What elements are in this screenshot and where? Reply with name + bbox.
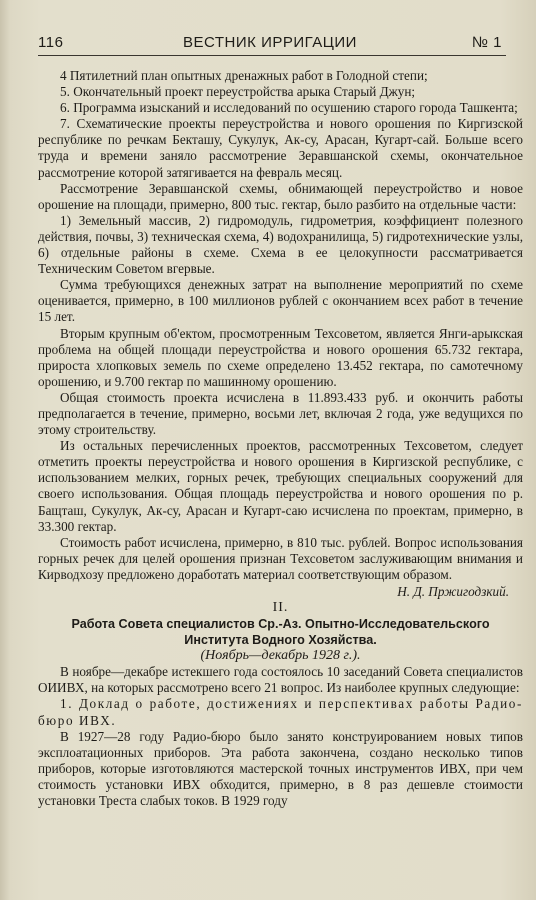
paragraph: 7. Схематические проекты переустройства и нового орошения по Киргизской республике по речкам Бекташу, Сукулук, Ак-су, Арасан, Кугарт-сай. Больше всего труда и времени заняло рассмотрение Зеравшанской схемы, окончательное рассмотрение которой затягивается на февраль месяц. [38, 116, 523, 180]
issue-number: № 1 [471, 34, 502, 51]
paragraph: 1. Доклад о работе, достижениях и перспективах работы Радио-бюро ИВХ. [38, 696, 523, 728]
paragraph: Из остальных перечисленных проектов, рассмотренных Техсоветом, следует отметить проекты переустройства и нового орошения в Киргизской республике, с использованием мелких, горных речек, требующих специальных сооружений для своего использования. Общая площадь переустройства и нового орошения по р. Бащташ, Сукулук, Ак-су, Арасан и Кугарт-саю исчислена по проектам, примерно, в 33.300 гектар. [38, 438, 523, 534]
page-number: 116 [38, 34, 64, 51]
section-number: II. [272, 600, 289, 616]
page-header [38, 34, 502, 54]
paragraph: Стоимость работ исчислена, примерно, в 810 тыс. рублей. Вопрос использования горных речек для целей орошения признан Техсоветом заслуживающим внимания и Кирводхозу предложено доработать материал соответствующим образом. [38, 534, 523, 582]
author-signature: Н. Д. Пржигодзкий. [397, 584, 509, 599]
paragraph: Сумма требующихся денежных затрат на выполнение мероприятий по схеме оценивается, примерно, в 100 миллионов рублей с окончанием всех работ в течение 15 лет. [38, 277, 523, 325]
paragraph: 5. Окончательный проект переустройства арыка Старый Джун; [60, 84, 416, 100]
journal-title: ВЕСТНИК ИРРИГАЦИИ [183, 34, 357, 51]
paragraph: В ноябре—декабре истекшего года состоялось 10 заседаний Совета специалистов ОИИВХ, на которых рассмотрено всего 21 вопрос. Из наиболее крупных следующие: [38, 664, 523, 696]
paragraph: 1) Земельный массив, 2) гидромодуль, гидрометрия, коэффициент полезного действия, почвы, 3) техническая схема, 4) водохранилища, 5) гидротехнические узлы, 6) отдельные районы в схеме. Схема в ее целокупности рассматривается Техническим Советом вгервые. [38, 212, 523, 277]
section-title: Работа Совета специалистов Ср.-Аз. Опытно-Исследовательского Института Водного Хозяйства. [71, 617, 490, 648]
paragraph: Вторым крупным об'ектом, просмотренным Техсоветом, является Янги-арыкская проблема на общей площади переустройства и нового орошения 65.732 гектара, прироста хлопковых земель по схеме определено 13.452 гектара, по самотечному орошению, и 9.700 гектар по машинному орошению. [38, 325, 523, 389]
section-date: (Ноябрь—декабрь 1928 г.). [200, 648, 361, 664]
paragraph: 6. Программа изысканий и исследований по осушению старого города Ташкента; [60, 100, 518, 116]
paragraph: В 1927—28 году Радио-бюро было занято конструированием новых типов эксплоатационных приборов. Эта работа закончена, создано несколько типов приборов, которые изготовляются мастерской точных инструментов ИВХ, при чем стоимость установки ИВХ обходится, примерно, в 8 раз дешевле стоимости установки Треста слабых токов. В 1929 году [38, 728, 523, 809]
paragraph: Общая стоимость проекта исчислена в 11.893.433 руб. и окончить работы предполагается в течение, примерно, восьми лет, включая 2 года, уже ведущихся по этому строительству. [38, 389, 523, 438]
article-body [38, 68, 523, 809]
paragraph: 4 Пятилетний план опытных дренажных работ в Голодной степи; [60, 68, 428, 83]
paragraph: Рассмотрение Зеравшанской схемы, обнимающей переустройство и новое орошение на площади, примерно, 800 тыс. гектар, было разбито на отдельные части: [38, 180, 523, 212]
header-rule [38, 55, 506, 56]
